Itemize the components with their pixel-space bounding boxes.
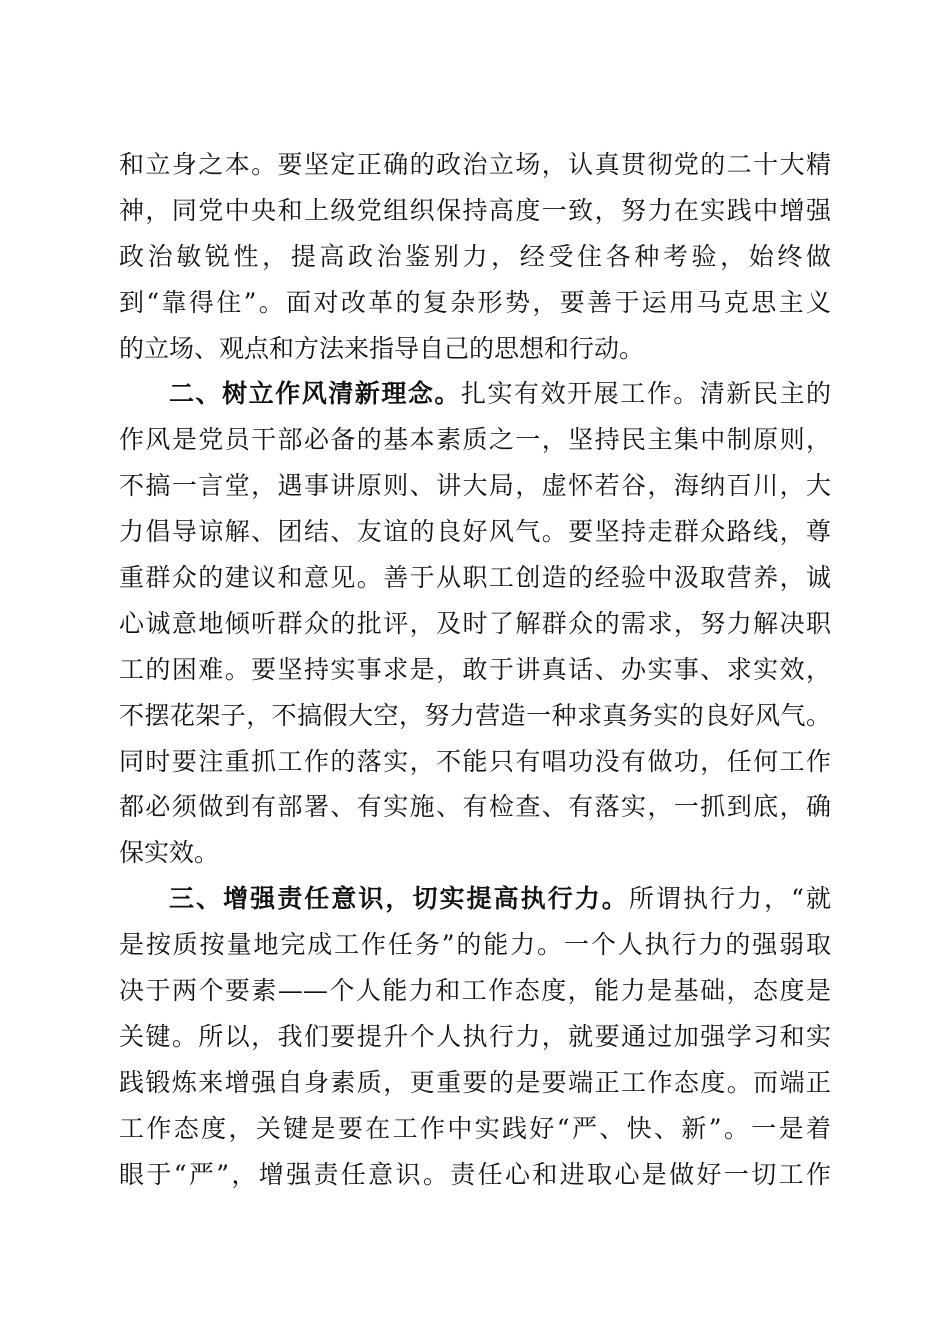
text-line: 眼于“严”，增强责任意识。责任心和进取心是做好一切工作 [119, 1159, 831, 1189]
section-3-lead-text: 所谓执行力，“就 [628, 884, 831, 914]
text-line: 重群众的建议和意见。善于从职工创造的经验中汲取营养，诚 [119, 563, 831, 593]
text-line: 力倡导谅解、团结、友谊的良好风气。要坚持走群众路线，尊 [119, 517, 831, 547]
text-line: 工的困难。要坚持实事求是，敢于讲真话、办实事、求实效， [119, 654, 831, 684]
text-line: 不搞一言堂，遇事讲原则、讲大局，虚怀若谷，海纳百川，大 [119, 471, 831, 501]
section-3-heading: 三、增强责任意识，切实提高执行力。 [169, 884, 629, 914]
text-line: 工作态度，关键是要在工作中实践好“严、快、新”。一是着 [119, 1113, 831, 1143]
section-2-first-line [119, 371, 831, 417]
text-line: 和立身之本。要坚定正确的政治立场，认真贯彻党的二十大精 [119, 150, 831, 179]
text-line: 的立场、观点和方法来指导自己的思想和行动。 [119, 333, 645, 363]
text-line: 心诚意地倾听群众的批评，及时了解群众的需求，努力解决职 [119, 608, 831, 638]
section-2-lead-text: 扎实有效开展工作。清新民主的 [460, 379, 831, 409]
text-line: 都必须做到有部署、有实施、有检查、有落实，一抓到底，确 [119, 792, 831, 822]
text-line: 作风是党员干部必备的基本素质之一，坚持民主集中制原则， [119, 425, 831, 455]
text-line: 关键。所以，我们要提升个人执行力，就要通过加强学习和实 [119, 1021, 831, 1051]
text-line: 是按质按量地完成工作任务”的能力。一个人执行力的强弱取 [119, 930, 831, 960]
text-line: 保实效。 [119, 838, 220, 868]
section-3-first-line [119, 876, 831, 922]
document-body [119, 142, 831, 1197]
text-line: 同时要注重抓工作的落实，不能只有唱功没有做功，任何工作 [119, 746, 831, 776]
text-line: 政治敏锐性，提高政治鉴别力，经受住各种考验，始终做 [119, 241, 831, 271]
text-line: 践锻炼来增强自身素质，更重要的是要端正工作态度。而端正 [119, 1067, 831, 1097]
text-line: 到“靠得住”。面对改革的复杂形势，要善于运用马克思主义 [119, 287, 831, 317]
text-line: 不摆花架子，不搞假大空，努力营造一种求真务实的良好风气。 [119, 700, 831, 730]
section-2-heading: 二、树立作风清新理念。 [169, 379, 461, 409]
text-line: 决于两个要素——个人能力和工作态度，能力是基础，态度是 [119, 976, 831, 1006]
text-line: 神，同党中央和上级党组织保持高度一致，努力在实践中增强 [119, 195, 831, 225]
